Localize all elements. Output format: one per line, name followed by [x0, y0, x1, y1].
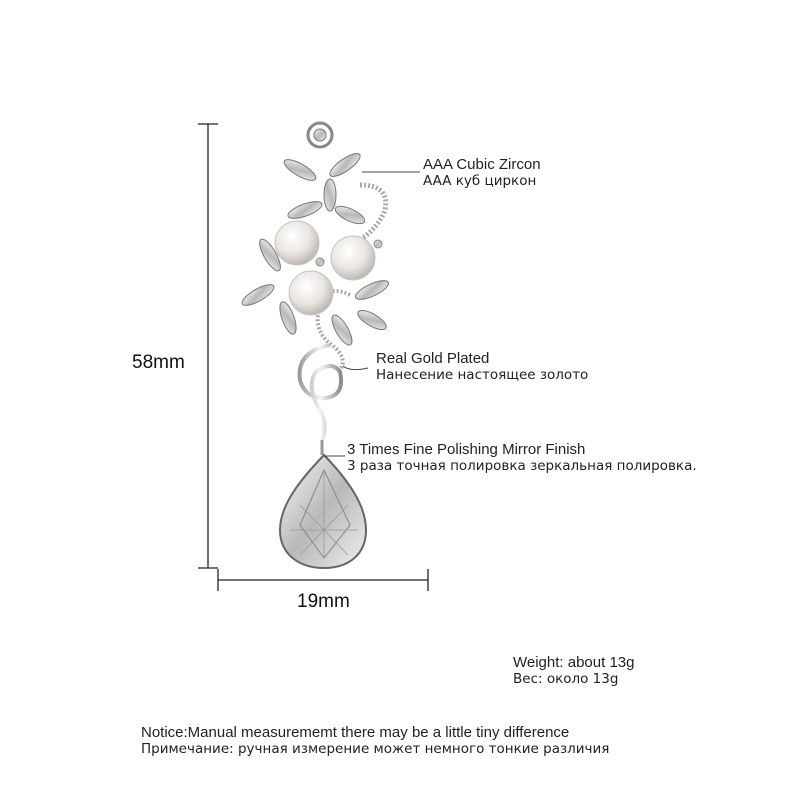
callout-ru: AAA куб циркон: [423, 173, 537, 189]
height-dimension-line: [198, 124, 218, 568]
callout-gold-plated: [376, 350, 588, 384]
weight-ru: Вес: около 13g: [513, 671, 619, 687]
callout-cubic-zircon: [423, 156, 541, 190]
width-dimension-line: [218, 569, 428, 591]
earring-stud: [308, 123, 332, 147]
weight-en: Weight: about 13g: [513, 654, 635, 671]
callout-en: AAA Cubic Zircon: [423, 156, 541, 173]
notice-ru: Примечание: ручная измерение может немного тонкие различия: [141, 741, 610, 757]
silver-stem: [300, 345, 341, 440]
callout-ru: 3 раза точная полировка зеркальная полировка.: [347, 458, 697, 474]
callout-en: Real Gold Plated: [376, 350, 490, 367]
width-label: 19mm: [297, 591, 350, 612]
callout-polishing: [347, 441, 697, 475]
pave-swirl: [360, 185, 386, 240]
pearls: [275, 221, 382, 315]
height-label: 58mm: [132, 352, 185, 373]
callout-en: 3 Times Fine Polishing Mirror Finish: [347, 441, 586, 458]
weight-info: [513, 654, 634, 688]
callout-ru: Нанесение настоящее золото: [376, 367, 589, 383]
notice: [141, 724, 609, 758]
notice-en: Notice:Manual measurememt there may be a little tiny difference: [141, 724, 570, 741]
